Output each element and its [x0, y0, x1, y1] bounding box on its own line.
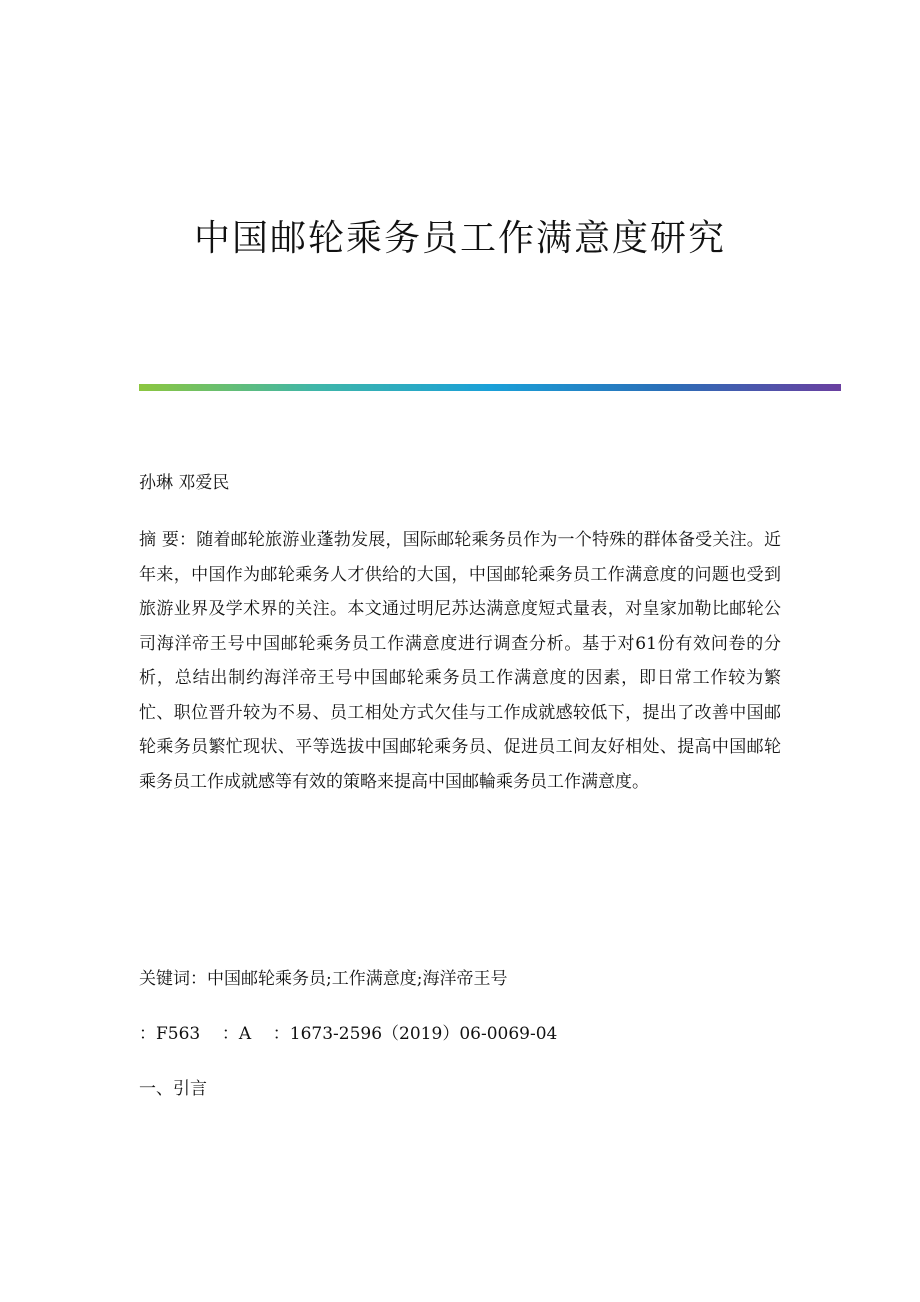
article-id: ：1673-2596（2019）06-0069-04 — [272, 1024, 558, 1044]
keywords — [139, 964, 507, 994]
authors: 孙琳 邓爱民 — [139, 473, 230, 493]
title-divider — [139, 384, 841, 391]
abstract-text: 随着邮轮旅游业蓬勃发展，国际邮轮乘务员作为一个特殊的群体备受关注。近年来，中国作为邮轮乘务人才供给的大国，中国邮轮乘务员工作满意度的问题也受到旅游业界及学术界的关注。本文通过明尼苏达满意度短式量表，对皇家加勒比邮轮公司海洋帝王号中国邮轮乘务员工作满意度进行调查分析。基于对61份有效问卷的分析，总结出制约海洋帝王号中国邮轮乘务员工作满意度的因素，即日常工作较为繁忙、职位晋升较为不易、员工相处方式欠佳与工作成就感较低下，提出了改善中国邮轮乘务员繁忙现状、平等选拔中国邮轮乘务员、促进员工间友好相处、提高中国邮轮乘务员工作成就感等有效的策略来提高中国邮輪乘务员工作满意度。 — [139, 530, 782, 792]
abstract-label: 摘 要： — [139, 530, 197, 550]
classification-info — [139, 1019, 557, 1049]
keywords-text: 中国邮轮乘务员;工作满意度;海洋帝王号 — [207, 969, 508, 989]
paper-title: 中国邮轮乘务员工作满意度研究 — [193, 218, 726, 259]
keywords-label: 关键词： — [139, 969, 207, 989]
section-heading: 一、引言 — [139, 1079, 207, 1099]
document-code: ：A — [221, 1024, 252, 1044]
abstract — [139, 523, 781, 799]
clc-number: ：F563 — [139, 1024, 201, 1044]
